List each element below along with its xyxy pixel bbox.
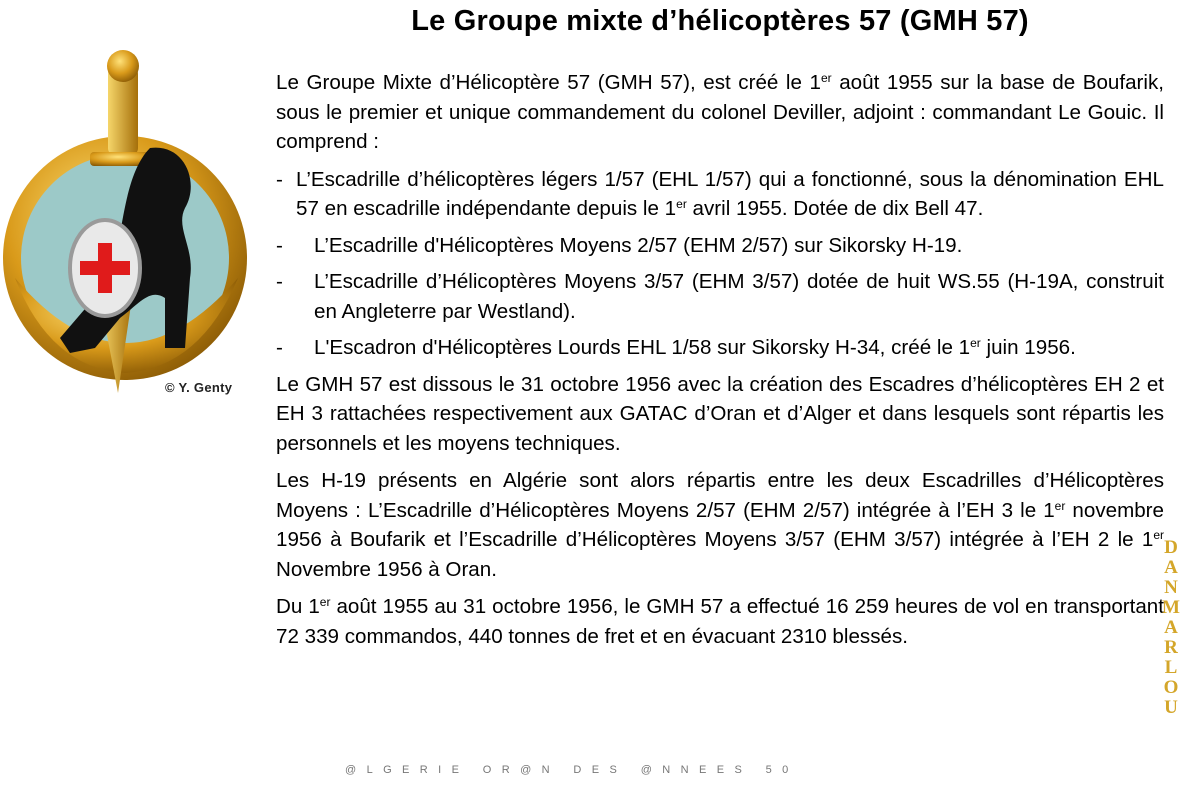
vertical-signature: D A N M A R L O U [1162,537,1180,718]
footer-caption: @LGERIE OR@N DES @NNEES 50 [345,764,799,776]
list-item: - L’Escadrille d’Hélicoptères Moyens 3/57 (EHM 3/57) dotée de huit WS.55 (H-19A, construit en Angleterre par Westland). [276,270,1164,323]
page-title: Le Groupe mixte d’hélicoptères 57 (GMH 57) [411,5,1029,37]
list-item: - L'Escadron d'Hélicoptères Lourds EHL 1/58 sur Sikorsky H-34, créé le 1er juin 1956. [276,336,1076,359]
paragraph-h19: Les H-19 présents en Algérie sont alors répartis entre les deux Escadrilles d’Hélicoptères Moyens : L’Escadrille d’Hélicoptères Moyens 2/57 (EHM 2/57) intégrée à l’EH 3 le 1er novembre 1956 à Boufarik et l’Escadrille d’Hélicoptères Moyens 3/57 (EHM 3/57) intégrée à l’EH 2 le 1er Novembre 1956 à Oran. [276,469,1164,581]
list-item: - L’Escadrille d’hélicoptères légers 1/57 (EHL 1/57) qui a fonctionné, sous la dénomination EHL 57 en escadrille indépendante depuis le 1er avril 1955. Dotée de dix Bell 47. [276,167,1164,220]
paragraph-statistics: Du 1er août 1955 au 31 octobre 1956, le GMH 57 a effectué 16 259 heures de vol en transportant 72 339 commandos, 440 tonnes de fret et en évacuant 2310 blessés. [276,595,1164,648]
image-credit: © Y. Genty [165,380,233,395]
paragraph-dissolution: Le GMH 57 est dissous le 31 octobre 1956 avec la création des Escadres d’hélicoptères EH 2 et EH 3 rattachées respectivement aux GATAC d’Oran et d’Alger et dans lesquels sont répartis les personnels et les moyens techniques. [276,372,1164,455]
paragraph-intro: Le Groupe Mixte d’Hélicoptère 57 (GMH 57), est créé le 1er août 1955 sur la base de Boufarik, sous le premier et unique commandement du colonel Deviller, adjoint : commandant Le Gouic. Il comprend : [276,71,1164,153]
insignia-badge-icon [0,48,255,403]
list-item: - L’Escadrille d'Hélicoptères Moyens 2/57 (EHM 2/57) sur Sikorsky H-19. [276,233,963,257]
article-body [276,68,1164,659]
